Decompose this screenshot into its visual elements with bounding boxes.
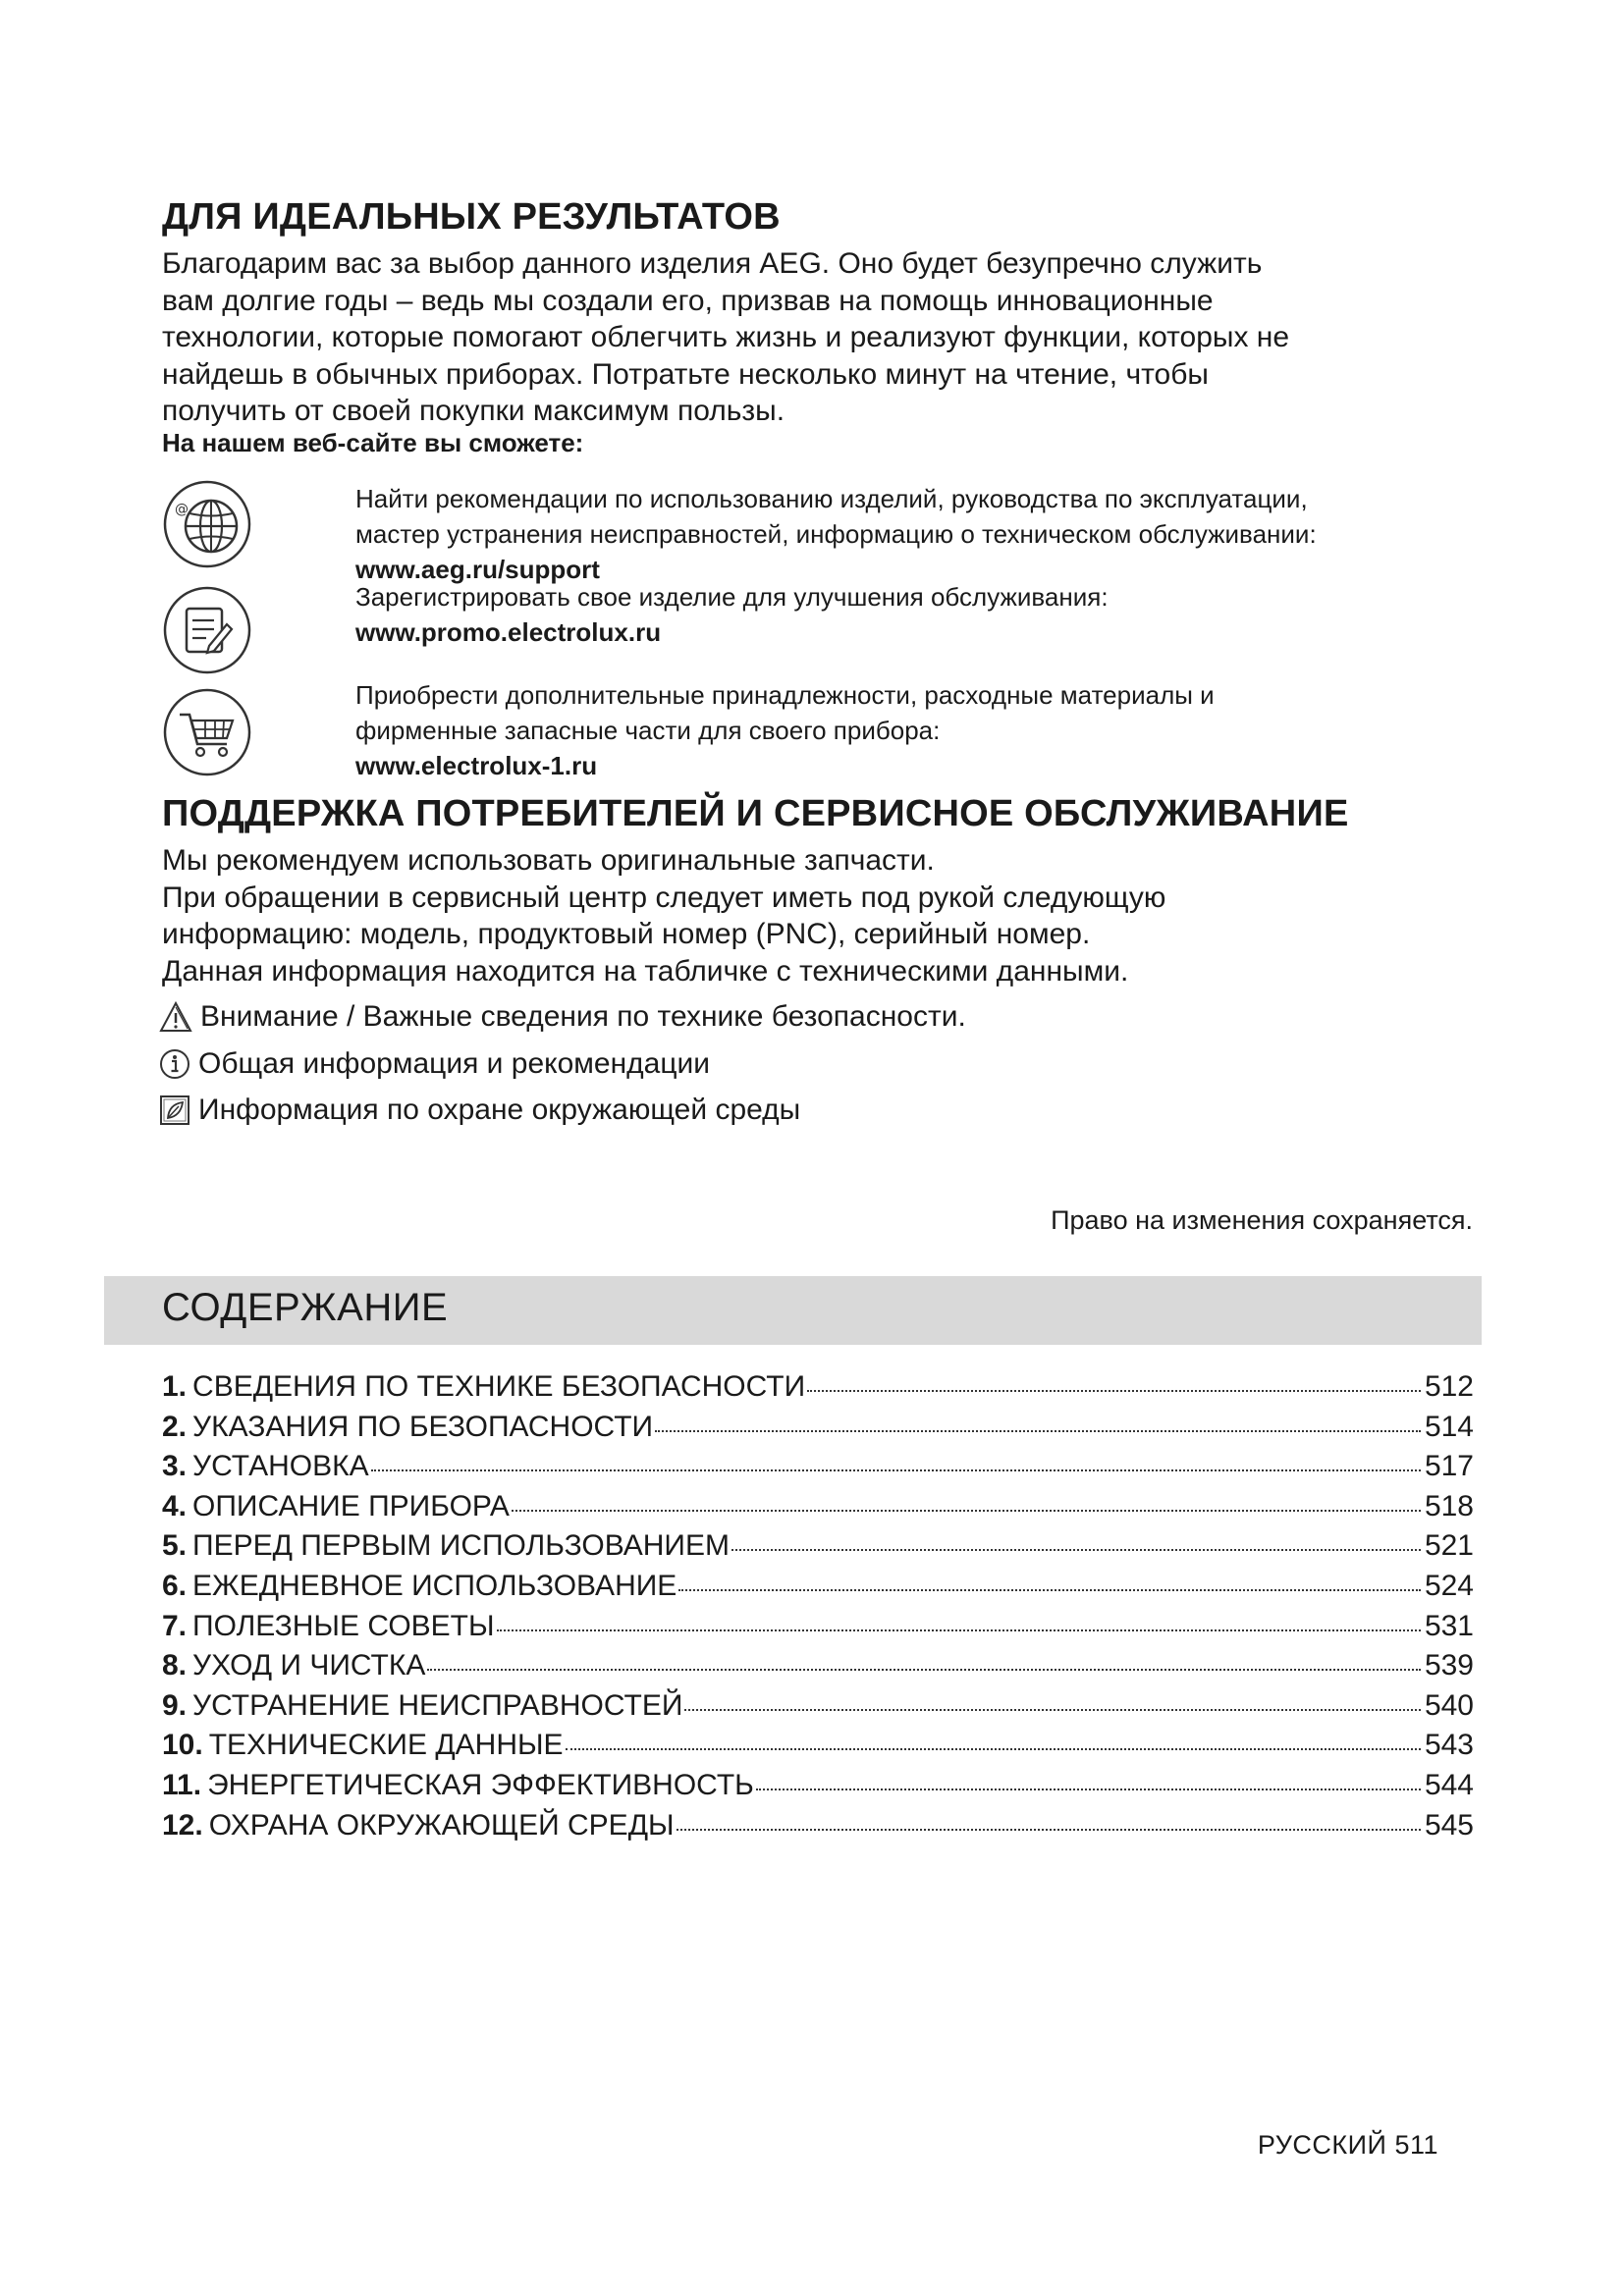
register-document-icon: [162, 585, 252, 675]
toc-entry-number: 3.: [162, 1450, 188, 1483]
intro-line: найдешь в обычных приборах. Потратьте несколько минут на чтение, чтобы: [162, 357, 1209, 391]
feature-text: Приобрести дополнительные принадлежности, расходные материалы и: [355, 680, 1215, 710]
toc-entry[interactable]: [162, 1523, 1474, 1564]
toc-entry-page: 521: [1424, 1529, 1474, 1563]
support-text: [162, 842, 1165, 989]
toc-leader-dots: [756, 1759, 1421, 1790]
table-of-contents: [162, 1364, 1474, 1842]
shop-link[interactable]: www.electrolux-1.ru: [355, 751, 598, 780]
rights-notice: Право на изменения сохраняется.: [1051, 1205, 1473, 1235]
toc-leader-dots: [497, 1600, 1421, 1631]
toc-entry-number: 10.: [162, 1729, 203, 1762]
toc-leader-dots: [677, 1799, 1421, 1831]
toc-entry-page: 512: [1424, 1370, 1474, 1403]
toc-entry[interactable]: [162, 1763, 1474, 1803]
toc-entry-page: 517: [1424, 1450, 1474, 1483]
legend-warning: [159, 999, 966, 1035]
ideal-results-intro: [162, 245, 1478, 430]
page-footer: РУССКИЙ 511: [1257, 2130, 1438, 2160]
toc-entry-number: 8.: [162, 1649, 188, 1682]
feature-text: Зарегистрировать свое изделие для улучшения обслуживания:: [355, 582, 1109, 612]
legend-info: [159, 1046, 710, 1082]
info-icon: [159, 1048, 190, 1080]
toc-entry-page: 545: [1424, 1808, 1474, 1842]
toc-leader-dots: [678, 1560, 1421, 1591]
toc-entry-number: 4.: [162, 1489, 188, 1522]
toc-entry[interactable]: [162, 1364, 1474, 1405]
toc-leader-dots: [512, 1480, 1421, 1512]
svg-text:@: @: [175, 502, 189, 517]
intro-line: получить от своей покупки максимум пользы.: [162, 395, 785, 427]
toc-entry-label: ЭНЕРГЕТИЧЕСКАЯ ЭФФЕКТИВНОСТЬ: [207, 1768, 754, 1801]
toc-entry-page: 540: [1424, 1688, 1474, 1722]
toc-entry-label: ПЕРЕД ПЕРВЫМ ИСПОЛЬЗОВАНИЕМ: [192, 1529, 730, 1563]
toc-entry-page: 543: [1424, 1729, 1474, 1762]
toc-entry-number: 2.: [162, 1410, 188, 1443]
support-line: При обращении в сервисный центр следует иметь под рукой следующую: [162, 881, 1166, 914]
website-heading: На нашем веб-сайте вы сможете:: [162, 428, 584, 457]
support-line: Мы рекомендуем использовать оригинальные запчасти.: [162, 844, 935, 877]
toc-title: СОДЕРЖАНИЕ: [162, 1286, 449, 1329]
globe-icon: [162, 479, 252, 569]
toc-entry[interactable]: [162, 1723, 1474, 1763]
toc-entry-label: ЕЖЕДНЕВНОЕ ИСПОЛЬЗОВАНИЕ: [192, 1569, 677, 1602]
register-link[interactable]: www.promo.electrolux.ru: [355, 617, 662, 647]
ideal-results-heading: ДЛЯ ИДЕАЛЬНЫХ РЕЗУЛЬТАТОВ: [162, 196, 781, 238]
toc-entry-number: 9.: [162, 1688, 188, 1722]
toc-entry-label: УСТАНОВКА: [192, 1450, 369, 1483]
toc-leader-dots: [684, 1680, 1421, 1711]
toc-leader-dots: [655, 1401, 1421, 1432]
toc-entry[interactable]: [162, 1564, 1474, 1604]
toc-leader-dots: [807, 1361, 1421, 1392]
support-heading: ПОДДЕРЖКА ПОТРЕБИТЕЛЕЙ И СЕРВИСНОЕ ОБСЛУЖИВАНИЕ: [162, 793, 1349, 834]
toc-entry-label: ОХРАНА ОКРУЖАЮЩЕЙ СРЕДЫ: [208, 1808, 675, 1842]
toc-entry-label: УХОД И ЧИСТКА: [192, 1649, 426, 1682]
toc-entry-label: УСТРАНЕНИЕ НЕИСПРАВНОСТЕЙ: [192, 1688, 683, 1722]
legend-environment: [159, 1093, 800, 1128]
feature-text: Найти рекомендации по использованию изделий, руководства по эксплуатации,: [355, 484, 1308, 513]
toc-entry-number: 12.: [162, 1808, 203, 1842]
toc-entry[interactable]: [162, 1405, 1474, 1445]
legend-text: Информация по охране окружающей среды: [198, 1094, 801, 1126]
toc-entry-number: 11.: [162, 1768, 202, 1801]
toc-entry-label: ТЕХНИЧЕСКИЕ ДАННЫЕ: [208, 1729, 564, 1762]
feature-text: мастер устранения неисправностей, информацию о техническом обслуживании:: [355, 519, 1317, 549]
intro-line: технологии, которые помогают облегчить жизнь и реализуют функции, которых не: [162, 321, 1290, 353]
toc-entry[interactable]: [162, 1604, 1474, 1644]
feature-text: фирменные запасные части для своего прибора:: [355, 716, 941, 745]
toc-leader-dots: [566, 1719, 1421, 1750]
toc-entry-number: 6.: [162, 1569, 188, 1602]
toc-entry-page: 524: [1424, 1569, 1474, 1602]
toc-entry-page: 514: [1424, 1410, 1474, 1443]
toc-entry-number: 1.: [162, 1370, 188, 1403]
intro-line: Благодарим вас за выбор данного изделия AEG. Оно будет безупречно служить: [162, 247, 1263, 280]
toc-entry[interactable]: [162, 1643, 1474, 1683]
legend-text: Общая информация и рекомендации: [198, 1047, 711, 1080]
intro-line: вам долгие годы – ведь мы создали его, призвав на помощь инновационные: [162, 284, 1214, 317]
toc-entry-page: 518: [1424, 1489, 1474, 1522]
toc-entry-label: ПОЛЕЗНЫЕ СОВЕТЫ: [192, 1609, 495, 1642]
toc-leader-dots: [371, 1440, 1421, 1471]
toc-entry-label: СВЕДЕНИЯ ПО ТЕХНИКЕ БЕЗОПАСНОСТИ: [192, 1370, 806, 1403]
support-link[interactable]: www.aeg.ru/support: [355, 555, 600, 584]
toc-entry[interactable]: [162, 1484, 1474, 1524]
toc-entry-page: 539: [1424, 1649, 1474, 1682]
toc-entry-number: 7.: [162, 1609, 188, 1642]
support-line: информацию: модель, продуктовый номер (PNC), серийный номер.: [162, 918, 1091, 950]
toc-entry-number: 5.: [162, 1529, 188, 1563]
toc-entry[interactable]: [162, 1444, 1474, 1484]
legend-text: Внимание / Важные сведения по технике безопасности.: [200, 1000, 966, 1033]
environment-leaf-icon: [159, 1095, 190, 1126]
toc-entry[interactable]: [162, 1683, 1474, 1724]
support-line: Данная информация находится на табличке с техническими данными.: [162, 954, 1129, 988]
toc-entry[interactable]: [162, 1803, 1474, 1843]
toc-entry-label: УКАЗАНИЯ ПО БЕЗОПАСНОСТИ: [192, 1410, 654, 1443]
toc-entry-label: ОПИСАНИЕ ПРИБОРА: [192, 1489, 510, 1522]
toc-entry-page: 531: [1424, 1609, 1474, 1642]
toc-leader-dots: [427, 1639, 1421, 1671]
toc-leader-dots: [731, 1520, 1421, 1551]
warning-triangle-icon: [159, 1001, 192, 1033]
toc-entry-page: 544: [1424, 1768, 1474, 1801]
shopping-cart-icon: [162, 687, 252, 777]
